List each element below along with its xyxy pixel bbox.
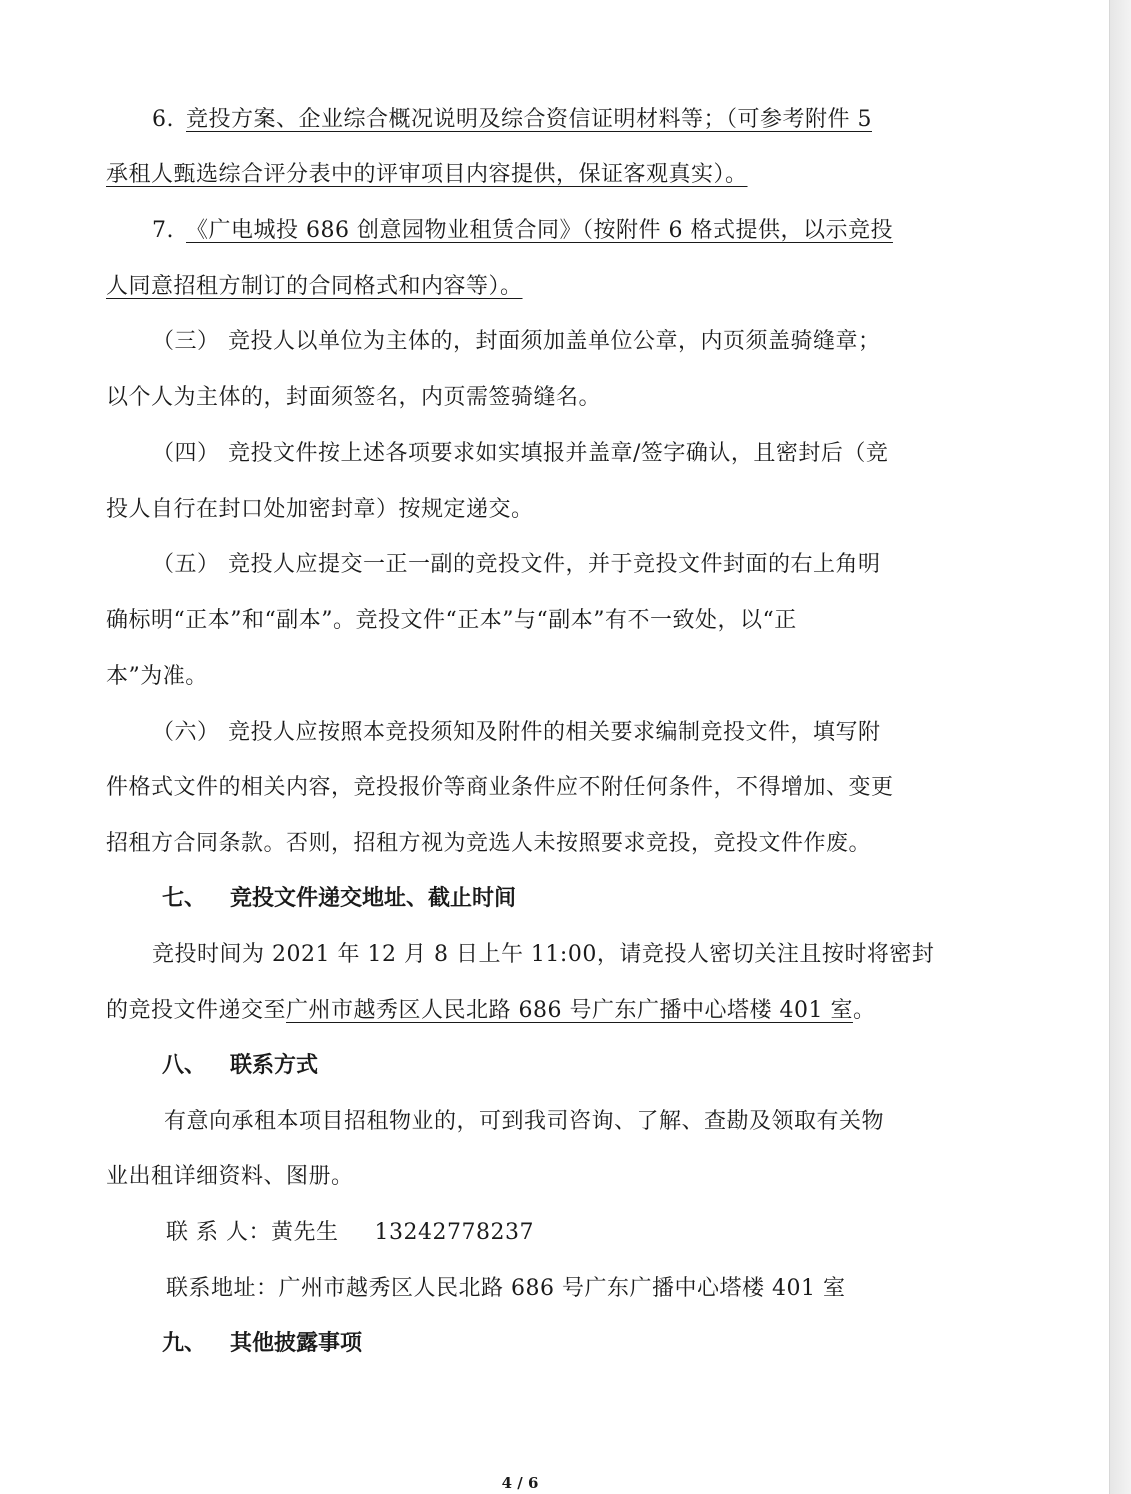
item-7-line-1 xyxy=(152,216,976,246)
item-6-number: 6. xyxy=(152,107,174,132)
item-6-line-2 xyxy=(106,160,930,190)
contact-phone: 13242778237 xyxy=(374,1220,534,1245)
para-6-text-2: 件格式文件的相关内容，竞投报价等商业条件应不附任何条件，不得增加、变更 xyxy=(106,775,894,800)
para-3-text-2: 以个人为主体的，封面须签名，内页需签骑缝名。 xyxy=(106,385,602,410)
contact-person-line xyxy=(166,1218,534,1248)
item-7-text-2: 人同意招租方制订的合同格式和内容等）。 xyxy=(106,274,523,299)
section-7-title: 竞投文件递交地址、截止时间 xyxy=(230,886,517,911)
para-5-text-3: 本”为准。 xyxy=(106,664,208,689)
para-5-line-3 xyxy=(106,662,930,692)
para-4-line-2 xyxy=(106,495,930,525)
para-3-line-2 xyxy=(106,383,930,413)
para-5-line-2 xyxy=(106,606,930,636)
para-6-text-3: 招租方合同条款。否则，招租方视为竞选人未按照要求竞投，竞投文件作废。 xyxy=(106,831,872,856)
section-8-title: 联系方式 xyxy=(230,1053,319,1078)
para-6-label: （六） xyxy=(152,720,220,745)
para-4-label: （四） xyxy=(152,441,220,466)
section-8-text-2: 业出租详细资料、图册。 xyxy=(106,1164,354,1189)
section-7-address: 广州市越秀区人民北路 686 号广东广播中心塔楼 401 室 xyxy=(286,998,853,1023)
contact-address: 联系地址：广州市越秀区人民北路 686 号广东广播中心塔楼 401 室 xyxy=(166,1276,846,1301)
section-8-text-1: 有意向承租本项目招租物业的，可到我司咨询、了解、查勘及领取有关物 xyxy=(164,1109,885,1134)
para-6-line-2 xyxy=(106,773,930,803)
para-4-text-1: 竞投文件按上述各项要求如实填报并盖章/签字确认，且密封后（竞 xyxy=(228,441,889,466)
item-6-text-2: 承租人甄选综合评分表中的评审项目内容提供，保证客观真实）。 xyxy=(106,162,748,187)
para-6-text-1: 竞投人应按照本竞投须知及附件的相关要求编制竞投文件，填写附 xyxy=(228,720,881,745)
section-8-line-2 xyxy=(106,1162,930,1192)
para-5-label: （五） xyxy=(152,552,220,577)
section-7-line-2 xyxy=(106,996,930,1026)
section-7-text-2-prefix: 的竞投文件递交至 xyxy=(106,998,287,1023)
section-8-line-1 xyxy=(164,1107,930,1137)
section-9-heading xyxy=(162,1329,362,1359)
para-3-line-1 xyxy=(152,327,976,357)
para-4-text-2: 投人自行在封口处加密封章）按规定递交。 xyxy=(106,497,534,522)
item-6-text-1: 竞投方案、企业综合概况说明及综合资信证明材料等；（可参考附件 5 xyxy=(186,107,872,132)
item-7-number: 7. xyxy=(152,218,174,243)
section-7-text-1: 竞投时间为 2021 年 12 月 8 日上午 11:00，请竞投人密切关注且按时将密封 xyxy=(152,942,935,967)
section-7-number: 七、 xyxy=(162,886,207,911)
page-number: 4 / 6 xyxy=(501,1474,539,1492)
section-8-heading xyxy=(162,1051,318,1081)
section-7-text-2-suffix: 。 xyxy=(852,998,876,1023)
para-3-text-1: 竞投人以单位为主体的，封面须加盖单位公章，内页须盖骑缝章； xyxy=(228,329,881,354)
para-5-text-1: 竞投人应提交一正一副的竞投文件，并于竞投文件封面的右上角明 xyxy=(228,552,881,577)
section-8-number: 八、 xyxy=(162,1053,207,1078)
section-9-title: 其他披露事项 xyxy=(230,1331,363,1356)
para-3-label: （三） xyxy=(152,329,220,354)
para-5-text-2: 确标明“正本”和“副本”。竞投文件“正本”与“副本”有不一致处，以“正 xyxy=(106,608,797,633)
item-7-text-1: 《广电城投 686 创意园物业租赁合同》（按附件 6 格式提供，以示竞投 xyxy=(186,218,893,243)
para-4-line-1 xyxy=(152,439,976,469)
item-7-line-2 xyxy=(106,272,930,302)
item-6-line-1 xyxy=(152,105,976,135)
para-6-line-1 xyxy=(152,718,976,748)
contact-person: 联 系 人：黄先生 xyxy=(166,1220,339,1245)
para-6-line-3 xyxy=(106,829,930,859)
para-5-line-1 xyxy=(152,550,976,580)
section-9-number: 九、 xyxy=(162,1331,207,1356)
section-7-heading xyxy=(162,884,516,914)
contact-address-line xyxy=(166,1274,845,1304)
section-7-line-1 xyxy=(152,940,976,970)
viewer-scroll-gutter[interactable] xyxy=(1109,0,1131,1494)
